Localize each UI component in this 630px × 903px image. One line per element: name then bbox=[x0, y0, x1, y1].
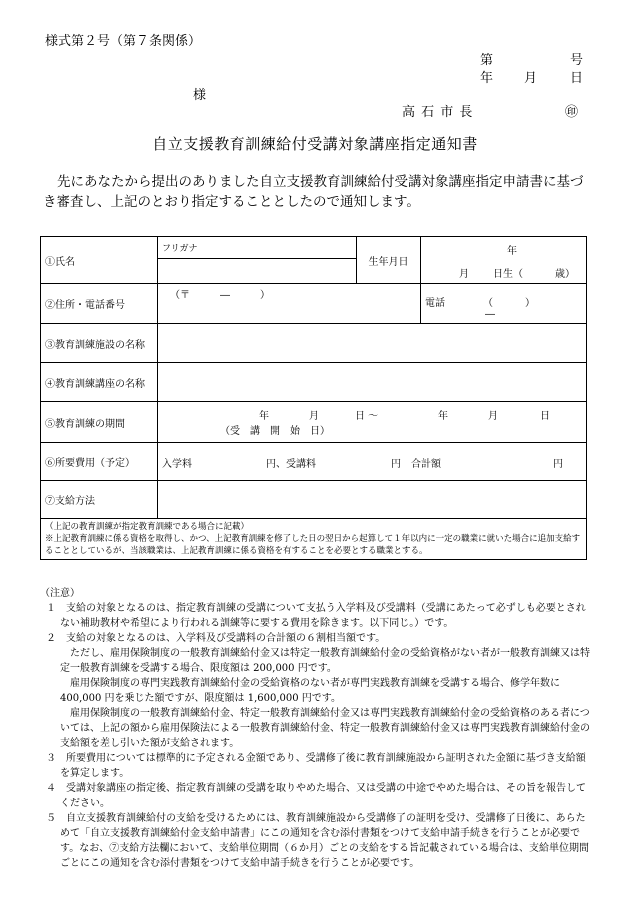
date-day-label: 日 bbox=[570, 71, 584, 86]
payment-label: ⑦支給方法 bbox=[41, 481, 158, 519]
cost-total-label: 円 合計額 bbox=[391, 458, 441, 470]
form-number: 様式第２号（第７条関係） bbox=[45, 34, 202, 49]
dob-label: 生年月日 bbox=[357, 237, 421, 284]
designation-table bbox=[40, 236, 587, 560]
designation-note bbox=[41, 519, 587, 560]
dob-day: 日生（ bbox=[493, 269, 523, 280]
address-label: ②住所・電話番号 bbox=[41, 284, 158, 324]
dob-year: 年 bbox=[507, 246, 517, 257]
date-year-label: 年 bbox=[480, 71, 494, 86]
period-year-start: 年 bbox=[259, 411, 269, 422]
issuer-mayor: 高 石 市 長 bbox=[402, 105, 474, 120]
period-start-note: （受 講 開 始 日） bbox=[220, 426, 330, 437]
doc-no-label: 第 bbox=[480, 53, 494, 68]
name-field[interactable] bbox=[158, 259, 357, 284]
period-month-start: 月 bbox=[309, 411, 319, 422]
document-title: 自立支援教育訓練給付受講対象講座指定通知書 bbox=[152, 135, 478, 153]
seal-mark: ㊞ bbox=[565, 105, 579, 120]
dob-age: 歳） bbox=[555, 269, 575, 280]
course-field[interactable] bbox=[158, 363, 587, 402]
phone-label: 電話 bbox=[425, 297, 445, 309]
note-5: ５ 自立支援教育訓練給付の支給を受けるためには、教育訓練施設から受講修了の証明を受け、受講修了日後に、あらためて「自立支援教育訓練給付金支給申請書」にこの通知を含む添付書類をつけて支給申請手続きを行うことが必要です。なお、⑦支給方法欄において、支給単位期間（６か月）ごとの支給をする旨記載されている場合は、支給単位期間ごとにこの通知を含む添付書類をつけて支給申請手続きを行うことが必要です。 bbox=[46, 813, 589, 869]
furigana-field[interactable]: フリガナ bbox=[158, 237, 357, 259]
dob-month: 月 bbox=[459, 269, 469, 280]
intro-paragraph: 先にあなたから提出のありました自立支援教育訓練給付受講対象講座指定申請書に基づき審査し、上記のとおり指定することとしたので通知します。 bbox=[43, 174, 584, 210]
additional-payment-note: ※上記教育訓練に係る資格を取得し、かつ、上記教育訓練を修了した日の翌日から起算して１年以内に一定の職業に就いた場合に追加支給することとしているが、当該職業は、上記教育訓練に係る資格を有することを必要とする職業とする。 bbox=[45, 534, 581, 556]
note-2-limit-general: ただし、雇用保険制度の一般教育訓練給付金又は特定一般教育訓練給付金の受給資格がない者が一般教育訓練又は特定一般教育訓練を受講する場合、限度額は 200,000 円です。 bbox=[60, 648, 590, 674]
postal-code: （〒 ― ） bbox=[170, 290, 270, 301]
note-3: ３ 所要費用については標準的に予定される金額であり、受講修了後に教育訓練施設から証明された金額に基づき支給額を算定します。 bbox=[46, 753, 586, 779]
cost-label: ⑥所要費用（予定） bbox=[41, 443, 158, 481]
name-label: ①氏名 bbox=[41, 237, 158, 284]
notes-heading: （注意） bbox=[40, 588, 80, 599]
note-2: ２ 支給の対象となるのは、入学料及び受講料の合計額の６割相当額です。 bbox=[46, 633, 386, 644]
period-label: ⑤教育訓練の期間 bbox=[41, 402, 158, 443]
facility-label: ③教育訓練施設の名称 bbox=[41, 324, 158, 363]
payment-field[interactable] bbox=[158, 481, 587, 519]
notes-section bbox=[40, 586, 592, 871]
note-4: ４ 受講対象講座の指定後、指定教育訓練の受講を取りやめた場合、又は受講の中途でやめた場合は、その旨を報告してください。 bbox=[46, 783, 586, 809]
address-field[interactable] bbox=[158, 284, 421, 324]
doc-go-label: 号 bbox=[570, 53, 584, 68]
designated-note: （上記の教育訓練が指定教育訓練である場合に記載） bbox=[45, 522, 250, 532]
phone-paren-close: ） bbox=[525, 297, 535, 309]
phone-paren-open: （ bbox=[483, 297, 493, 309]
period-day-start: 日 ～ bbox=[355, 411, 379, 422]
period-month-end: 月 bbox=[488, 411, 498, 422]
cost-admission-label: 入学料 bbox=[162, 458, 192, 470]
note-2-employment-insurance: 雇用保険制度の一般教育訓練給付金、特定一般教育訓練給付金又は専門実践教育訓練給付金の受給資格のある者については、上記の額から雇用保険法による一般教育訓練給付金、特定一般教育訓練給付金又は専門実践教育訓練給付金の支給額を差し引いた額が支給されます。 bbox=[60, 708, 590, 749]
phone-dash: ― bbox=[485, 308, 495, 320]
dob-field[interactable] bbox=[421, 237, 587, 284]
addressee-sama: 様 bbox=[193, 88, 207, 103]
note-1: １ 支給の対象となるのは、指定教育訓練の受講について支払う入学料及び受講料（受講にあたって必ずしも必要とされない補助教材や希望により行われる訓練等に要する費用を除きます。以下同じ。）です。 bbox=[46, 603, 586, 629]
cost-yen-end: 円 bbox=[553, 458, 563, 470]
date-month-label: 月 bbox=[524, 71, 538, 86]
facility-field[interactable] bbox=[158, 324, 587, 363]
period-field[interactable] bbox=[158, 402, 587, 443]
cost-field[interactable] bbox=[158, 443, 587, 481]
period-day-end: 日 bbox=[540, 411, 550, 422]
period-year-end: 年 bbox=[438, 411, 448, 422]
note-2-limit-professional: 雇用保険制度の専門実践教育訓練給付金の受給資格のない者が専門実践教育訓練を受講する場合、修学年数に 400,000 円を乗じた額ですが、限度額は 1,600,000 円です。 bbox=[60, 678, 560, 704]
cost-tuition-label: 円、受講料 bbox=[266, 458, 316, 470]
phone-field[interactable] bbox=[421, 284, 587, 324]
course-label: ④教育訓練講座の名称 bbox=[41, 363, 158, 402]
